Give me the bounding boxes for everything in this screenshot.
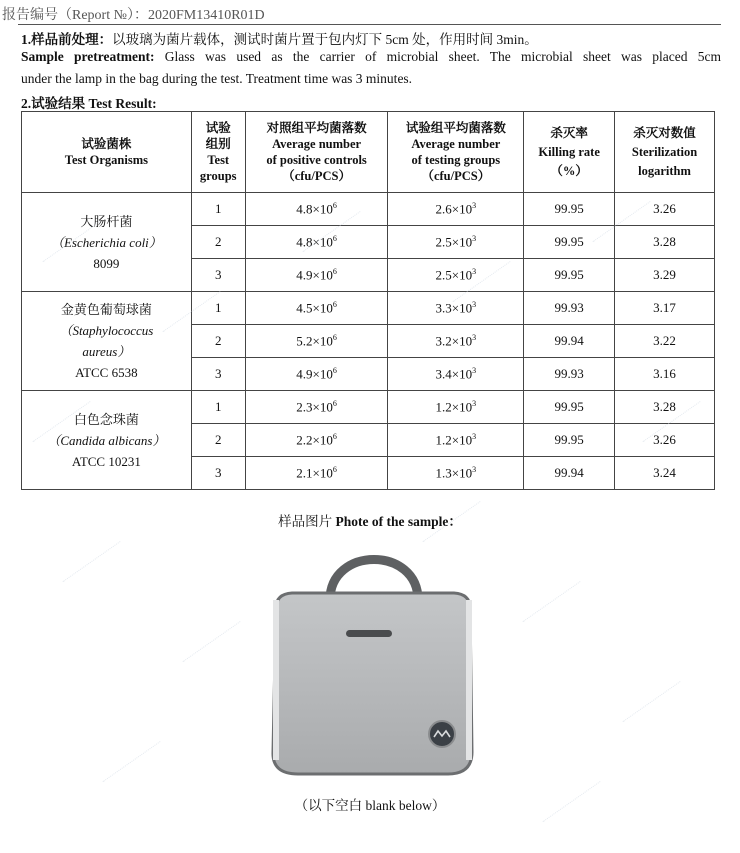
group-cell: 2 — [191, 325, 245, 358]
killing-rate-cell: 99.95 — [524, 259, 615, 292]
control-count-cell: $5.2\times 10^6$ — [245, 325, 388, 358]
log-value-cell: 3.22 — [615, 325, 715, 358]
killing-rate-cell: 99.95 — [524, 391, 615, 424]
pretreatment-en-text1: Glass was used as the carrier of microbial sheet. The microbial sheet was placed 5cm — [164, 49, 722, 64]
test-count-cell: $3.3\times 10^3$ — [388, 292, 524, 325]
organism-cell — [22, 193, 192, 292]
header-groups: 试验 组别 Test groups — [191, 112, 245, 193]
watermark — [183, 621, 248, 672]
log-value-cell: 3.29 — [615, 259, 715, 292]
organism-cn: 大肠杆菌 — [80, 213, 133, 229]
pretreatment-cn — [21, 28, 721, 48]
pretreatment-en-label: Sample pretreatment: — [21, 49, 155, 64]
table-row — [22, 193, 715, 226]
result-table — [21, 111, 715, 490]
pretreatment-cn-text: 以玻璃为菌片载体，测试时菌片置于包内灯下 5cm 处，作用时间 3min。 — [112, 32, 538, 47]
organism-sci2: aureus） — [82, 344, 131, 359]
log-value-cell: 3.26 — [615, 193, 715, 226]
table-row — [22, 292, 715, 325]
test-count-cell: $1.3\times 10^3$ — [388, 457, 524, 490]
header-rule — [18, 24, 721, 25]
test-count-cell: $2.5\times 10^3$ — [388, 226, 524, 259]
organism-strain: ATCC 10231 — [71, 453, 141, 469]
test-count-cell: $3.4\times 10^3$ — [388, 358, 524, 391]
pretreatment-cn-label: 1.样品前处理： — [21, 32, 113, 47]
table-header-row — [22, 112, 715, 193]
test-count-cell: $2.6\times 10^3$ — [388, 193, 524, 226]
watermark — [63, 541, 128, 592]
log-value-cell: 3.28 — [615, 391, 715, 424]
group-cell: 3 — [191, 457, 245, 490]
table-row — [22, 391, 715, 424]
pretreatment-en-line2: under the lamp in the bag during the test. Treatment time was 3 minutes. — [21, 71, 413, 86]
header-organisms: 试验菌株 Test Organisms — [22, 112, 192, 193]
pretreatment-en-line1 — [21, 49, 721, 65]
killing-rate-cell: 99.93 — [524, 292, 615, 325]
result-title: 2.试验结果 Test Result: — [21, 96, 157, 111]
group-cell: 3 — [191, 259, 245, 292]
log-value-cell: 3.28 — [615, 226, 715, 259]
group-cell: 2 — [191, 226, 245, 259]
killing-rate-cell: 99.94 — [524, 325, 615, 358]
log-value-cell: 3.17 — [615, 292, 715, 325]
header-control: 对照组平均菌落数 Average number of positive controls （cfu/PCS） — [245, 112, 388, 193]
sample-bag-photo — [258, 538, 486, 778]
watermark — [623, 681, 688, 732]
test-count-cell: $1.2\times 10^3$ — [388, 424, 524, 457]
watermark — [523, 581, 588, 632]
group-cell: 1 — [191, 193, 245, 226]
group-cell: 1 — [191, 292, 245, 325]
control-count-cell: $4.9\times 10^6$ — [245, 358, 388, 391]
organism-sci: （Escherichia coli） — [50, 234, 162, 250]
control-count-cell: $4.9\times 10^6$ — [245, 259, 388, 292]
organism-cn: 金黄色葡萄球菌 — [60, 302, 152, 317]
killing-rate-cell: 99.94 — [524, 457, 615, 490]
blank-below-note: （以下空白 blank below） — [294, 798, 446, 813]
killing-rate-cell: 99.95 — [524, 193, 615, 226]
control-count-cell: $4.5\times 10^6$ — [245, 292, 388, 325]
test-count-cell: $2.5\times 10^3$ — [388, 259, 524, 292]
control-count-cell: $2.1\times 10^6$ — [245, 457, 388, 490]
organism-cn: 白色念珠菌 — [73, 411, 139, 427]
log-value-cell: 3.24 — [615, 457, 715, 490]
killing-rate-cell: 99.95 — [524, 226, 615, 259]
organism-strain: 8099 — [93, 255, 120, 271]
killing-rate-cell: 99.95 — [524, 424, 615, 457]
control-count-cell: $4.8\times 10^6$ — [245, 193, 388, 226]
log-value-cell: 3.26 — [615, 424, 715, 457]
test-count-cell: $1.2\times 10^3$ — [388, 391, 524, 424]
organism-sci: （Candida albicans） — [47, 432, 166, 448]
control-count-cell: $2.2\times 10^6$ — [245, 424, 388, 457]
report-number: 报告编号（Report №）：2020FM13410R01D — [2, 8, 265, 23]
group-cell: 1 — [191, 391, 245, 424]
header-log: 杀灭对数值 Sterilization logarithm — [615, 112, 715, 193]
group-cell: 3 — [191, 358, 245, 391]
header-killing-rate: 杀灭率 Killing rate （%） — [524, 112, 615, 193]
organism-cell — [22, 292, 192, 391]
header-test: 试验组平均菌落数 Average number of testing groups （cfu/PCS） — [388, 112, 524, 193]
photo-caption-en: Phote of the sample： — [335, 514, 462, 529]
control-count-cell: $2.3\times 10^6$ — [245, 391, 388, 424]
watermark — [103, 741, 168, 792]
log-value-cell: 3.16 — [615, 358, 715, 391]
killing-rate-cell: 99.93 — [524, 358, 615, 391]
group-cell: 2 — [191, 424, 245, 457]
photo-caption-cn: 样品图片 — [278, 514, 333, 529]
control-count-cell: $4.8\times 10^6$ — [245, 226, 388, 259]
photo-caption — [0, 510, 740, 530]
organism-sci1: （Staphylococcus — [59, 323, 154, 338]
organism-strain: ATCC 6538 — [75, 365, 138, 380]
test-count-cell: $3.2\times 10^3$ — [388, 325, 524, 358]
